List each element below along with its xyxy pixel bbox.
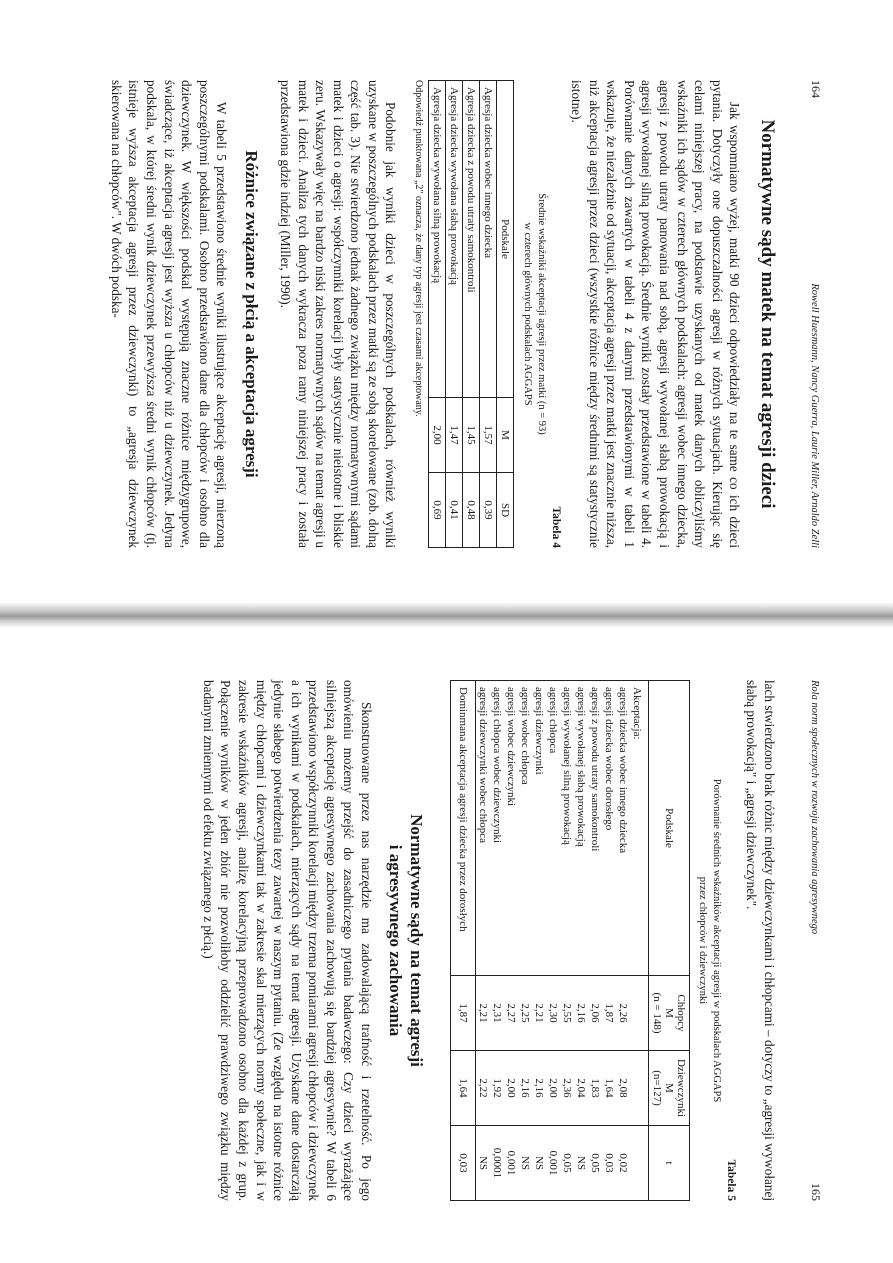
column-header-line: M [662, 1008, 675, 1018]
table-cell: 0,39 [480, 473, 497, 548]
paragraph: Skonstruowane przez nas narzędzie ma zadowalającą trafność i rzetelność. Po jego omówieniu możemy przejść do zasadniczego pytania badawczego: Czy dzieci wyrażające silniejszą akceptację agresywnego zachowania zachowują się bardziej agresywnie? W tabeli 6 przedstawiono współczynniki korelacji między trzema pomiarami agresji chłopców i dziewczynek a ich wynikami w podskalach, mierzących sądy na temat agresji. Uzyskane dane dostarczają jedynie słabego potwierdzenia tezy zawartej w naszym pytaniu. (Ze względu na istotne różnice między chłopcami i dziewczynkami tak w zakresie skal mierzących normy społeczne, jak i w zakresie wskaźników agresji, analizę korelacyjną przeprowadzono osobno dla każdej z grup. Połączenie wyników w jeden zbiór nie pozwoliłoby oddzielić prawdziwego związku między badanymi zmiennymi od efektu związanego z płcią.) [200, 680, 374, 1201]
table-header-row [497, 81, 514, 548]
table-cell: 1,83 [588, 1051, 602, 1126]
table-row [450, 681, 475, 1201]
table-caption [696, 680, 723, 1201]
table-cell: Agresja dziecka wywołana silną prowokacją [429, 81, 446, 398]
table-cell: 1,87 [602, 976, 616, 1051]
table-cell: 2,55 [560, 976, 574, 1051]
table-4 [428, 80, 514, 548]
table-row [463, 81, 480, 548]
table-row [504, 681, 518, 1201]
table-label: Tabela 5 [724, 1159, 737, 1201]
table-row [602, 681, 616, 1201]
column-header: Podskale [648, 681, 689, 976]
table-cell: 1,45 [463, 398, 480, 473]
table-cell: agresji dziewczynki wobec chłopca [475, 681, 490, 976]
table-cell: 2,36 [560, 1051, 574, 1126]
table-cell: 0,41 [446, 473, 463, 548]
section-title-line: i agresywnego zachowania [386, 844, 406, 1037]
paragraph: W tabeli 5 przedstawiono średnie wyniki ilustrujące akceptację agresji, mierzoną poszczególnymi podskalami. Osobno przedstawiono dane dla chłopców i osobno dla dziewczynek. W większości podskal występują znaczne różnice międzygrupowe, świadczące, iż akceptacja agresji jest wyższa u chłopców niż u dziewczynek. Jedyna podskala, w której średni wynik dziewczynek przewyższa średni wynik chłopców (tj. istnieje wyższa akceptacja agresji przez dziewczynki) to „agresja dziewczynek skierowana na chłopców". W dwóch podska- [108, 80, 230, 548]
table-cell: 0,001 [546, 1126, 560, 1201]
table-cell: 2,16 [532, 1051, 546, 1126]
page-164 [0, 0, 893, 600]
table-cell: 0,05 [588, 1126, 602, 1201]
table-cell: 2,27 [504, 976, 518, 1051]
paragraph: Podobnie jak wyniki dzieci w poszczególnych podskalach, również wyniki uzyskane w poszczególnych podskalach przez matki są ze sobą skorelowane (zob. dolną część tab. 3). Nie stwierdzono jednak żadnego związku między normatywnymi sądami matek i dzieci o agresji: współczynniki korelacji były statystycznie nieistotne i bliskie zeru. Wskazywały więc na bardzo niski zakres normatywnych sądów na temat agresji u matek i dzieci. Analiza tych danych wykracza poza ramy niniejszej pracy i została przedstawiona gdzie indziej (Miller, 1990). [278, 80, 399, 548]
table-row [429, 81, 446, 548]
table-cell: Agresja dziecka wobec innego dziecka [480, 81, 497, 398]
table-cell: agresji wywołanej słabą prowokacją [574, 681, 588, 976]
table-cell: agresji dziecka wobec dorosłego [602, 681, 616, 976]
table-row [546, 681, 560, 1201]
table-caption [520, 80, 547, 548]
table-row [574, 681, 588, 1201]
column-header: Podskale [497, 81, 514, 398]
table-row [490, 681, 504, 1201]
table-caption-line: Średnie wskaźniki akceptacji agresji przez matki (n = 93) [535, 193, 547, 435]
table-cell: 0,48 [463, 473, 480, 548]
table-row [616, 681, 630, 1201]
table-cell: 2,31 [490, 976, 504, 1051]
table-cell: 1,64 [602, 1051, 616, 1126]
table-cell: agresji z powodu utraty samokontroli [588, 681, 602, 976]
table-cell: agresji chłopca wobec dziewczynki [490, 681, 504, 976]
page-165 [0, 630, 893, 1263]
table-cell: agresji wywołanej silną prowokacją [560, 681, 574, 976]
column-header-boys [648, 976, 689, 1051]
table-cell: agresji chłopca [546, 681, 560, 976]
table-cell: NS [475, 1126, 490, 1201]
section-title: Normatywne sądy matek na temat agresji dzieci [757, 119, 778, 509]
table-cell: 2,16 [574, 976, 588, 1051]
table-cell: 1,87 [450, 976, 475, 1051]
table-cell: agresji wobec dziewczynki [504, 681, 518, 976]
running-header-right [808, 680, 823, 1201]
table-cell: agresji wobec chłopca [518, 681, 532, 976]
table-cell: 2,06 [588, 976, 602, 1051]
section-title: Różnice związane z płcią a akceptacja agresji [241, 150, 261, 478]
page-number: 165 [809, 1183, 823, 1201]
table-cell: 0,0001 [490, 1126, 504, 1201]
table-cell: 0,03 [450, 1126, 475, 1201]
column-header-line: (n=127) [650, 1070, 663, 1106]
table-group-label: Akceptacja: [630, 681, 649, 976]
table-row [475, 681, 490, 1201]
table-cell: 1,47 [446, 398, 463, 473]
table-cell: 2,25 [518, 976, 532, 1051]
table-cell: 2,22 [475, 1051, 490, 1126]
table-cell: NS [518, 1126, 532, 1201]
section-title-line: Normatywne sądy na temat agresji [406, 814, 426, 1067]
table-cell: 0,05 [560, 1126, 574, 1201]
running-header-left [808, 80, 823, 548]
table-row [560, 681, 574, 1201]
paragraph: lach stwierdzono brak różnic między dziewczynkami i chłopcami – dotyczy to „agresji wywołanej słabą prowokacją" i „agresji dziewczynek". [744, 680, 777, 1201]
table-cell: 1,57 [480, 398, 497, 473]
table-cell: 2,04 [574, 1051, 588, 1126]
column-header-line: Chłopcy [674, 994, 687, 1032]
table-cell: 0,03 [602, 1126, 616, 1201]
table-caption-line: przez chłopców i dziewczynki [697, 876, 709, 1005]
table-cell: 2,00 [546, 1051, 560, 1126]
table-cell: 0,001 [504, 1126, 518, 1201]
page-number: 164 [809, 80, 823, 98]
table-row [446, 81, 463, 548]
column-header: SD [497, 473, 514, 548]
table-cell: 2,16 [518, 1051, 532, 1126]
table-cell: Agresja dziecka wywołana słabą prowokacją [446, 81, 463, 398]
table-header-row [648, 681, 689, 1201]
table-cell: 2,26 [616, 976, 630, 1051]
table-footnote: Odpowiedź punktowana „2" oznacza, że dany typ agresji jest czasami akceptowany. [413, 80, 425, 417]
table-cell: 0,69 [429, 473, 446, 548]
table-row [518, 681, 532, 1201]
table-cell: 2,00 [429, 398, 446, 473]
section-title [385, 680, 426, 1201]
table-label: Tabela 4 [549, 506, 562, 548]
table-cell: NS [574, 1126, 588, 1201]
table-cell: Dominmana akceptacja agresji dziecka przez dorosłych [450, 681, 475, 976]
table-caption-line: w czterech głównych podskalach AGGAPS [522, 222, 534, 406]
table-caption-line: Porównanie średnich wskaźników akceptacji agresji w podskalach AGGAPS [710, 778, 722, 1103]
table-cell: agresji dziecka wobec innego dziecka [616, 681, 630, 976]
table-group-row [630, 681, 649, 1201]
column-header-line: M [662, 1083, 675, 1093]
table-cell: 1,92 [490, 1051, 504, 1126]
table-cell: 2,30 [546, 976, 560, 1051]
column-header: M [497, 398, 514, 473]
table-cell: Agresja dziecka z powodu utraty samokontroli [463, 81, 480, 398]
table-cell: 2,00 [504, 1051, 518, 1126]
column-header-line: (n = 148) [650, 992, 663, 1034]
table-cell: NS [532, 1126, 546, 1201]
column-header-line: Dziewczynki [674, 1058, 687, 1118]
table-5 [450, 680, 690, 1201]
table-row [588, 681, 602, 1201]
table-cell: 0,02 [616, 1126, 630, 1201]
table-row [480, 81, 497, 548]
book-gutter-shadow [0, 602, 893, 628]
table-cell: 2,21 [475, 976, 490, 1051]
table-cell: agresji dziewczynki [532, 681, 546, 976]
column-header-girls [648, 1051, 689, 1126]
table-cell: 2,08 [616, 1051, 630, 1126]
table-cell: 1,64 [450, 1051, 475, 1126]
table-cell: 2,21 [532, 976, 546, 1051]
running-header-text: Rola norm społecznych w rozwoju zachowania agresywnego [809, 680, 820, 935]
paragraph: Jak wspomniano wyżej, matki 90 dzieci odpowiedziały na te same co ich dzieci pytania. Dotyczyły one dopuszczalności agresji w różnych sytuacjach. Kierując się celami niniejszej pracy, na podstawie uzyskanych od matek danych obliczyliśmy wskaźniki ich sądów w czterech głównych podskalach: agresji wobec innego dziecka, agresji z powodu utraty panowania nad sobą, agresji wywołanej słabą prowokacją i agresji wywołanej silną prowokacją. Średnie wyniki zostały przedstawione w tabeli 4. Porównanie danych zawartych w tabeli 4 z danymi przedstawionymi w tabeli 1 wskazuje, że niezależnie od sytuacji, akceptacja agresji przez matki jest znacznie niższa, niż akceptacja agresji przez dzieci (wszystkie różnice między średnimi są statystycznie istotne). [569, 80, 743, 548]
table-row [532, 681, 546, 1201]
column-header: t [648, 1126, 689, 1201]
running-header-text: Rowell Huesmann, Nancy Guerra, Laurie Miller, Arnaldo Zelli [809, 283, 820, 548]
